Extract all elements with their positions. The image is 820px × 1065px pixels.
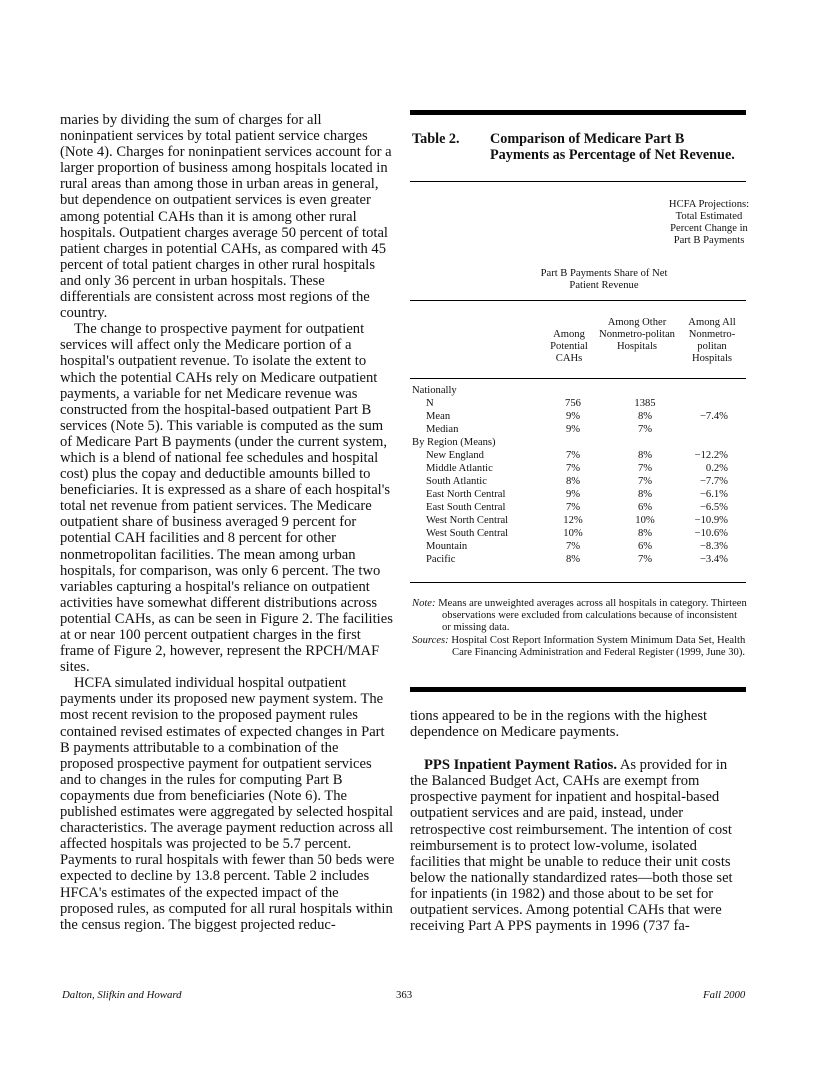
right-column xyxy=(410,708,746,934)
table-row xyxy=(410,489,746,501)
table-label: Table 2. xyxy=(412,131,460,147)
row-label: N xyxy=(426,398,434,409)
cell-potential-cahs: 9% xyxy=(565,489,581,500)
table-notes xyxy=(412,598,748,659)
col-all-nonmetro: Among All Nonmetro-politan Hospitals xyxy=(688,317,736,365)
cell-other-nonmetro: 8% xyxy=(637,489,653,500)
cell-hcfa-projection: −3.4% xyxy=(699,554,728,565)
header-bottom-rule xyxy=(410,378,746,379)
table-row xyxy=(410,554,746,566)
share-header: Part B Payments Share of Net Patient Revenue xyxy=(540,268,668,292)
table-row xyxy=(410,541,746,553)
cell-other-nonmetro: 7% xyxy=(637,424,653,435)
table-row xyxy=(410,411,746,423)
sources-text: Hospital Cost Report Information System Minimum Data Set, Health Care Financing Administration and Federal Register (1999, June 30). xyxy=(451,634,746,658)
table-bottom-rule xyxy=(410,687,746,692)
cell-other-nonmetro: 6% xyxy=(637,541,653,552)
table-top-rule xyxy=(410,110,746,115)
table-2 xyxy=(410,110,746,163)
cell-other-nonmetro: 10% xyxy=(635,515,655,526)
body-paragraph: tions appeared to be in the regions with the highest dependence on Medicare payments. xyxy=(410,708,708,741)
header-top-rule xyxy=(410,181,746,182)
note-label: Note: xyxy=(412,598,436,609)
cell-hcfa-projection: −10.6% xyxy=(694,528,728,539)
cell-hcfa-projection: −6.5% xyxy=(699,502,728,513)
row-label: East North Central xyxy=(426,489,506,500)
cell-other-nonmetro: 8% xyxy=(637,528,653,539)
row-label: Mean xyxy=(426,411,451,422)
left-column xyxy=(60,112,395,933)
table-note xyxy=(412,598,748,635)
cell-hcfa-projection: −10.9% xyxy=(694,515,728,526)
note-text: Means are unweighted averages across all hospitals in category. Thirteen observations were excluded from calculations because of inconsistent or missing data. xyxy=(438,598,747,634)
col-other-nonmetro: Among Other Nonmetro-politan Hospitals xyxy=(599,317,675,353)
footer-issue: Fall 2000 xyxy=(703,989,746,1001)
row-label: New England xyxy=(426,450,484,461)
body-paragraph xyxy=(410,757,746,934)
table-row xyxy=(410,437,746,449)
cell-potential-cahs: 9% xyxy=(565,411,581,422)
table-row xyxy=(410,463,746,475)
cell-other-nonmetro: 8% xyxy=(637,411,653,422)
table-row xyxy=(410,450,746,462)
page-number: 363 xyxy=(396,989,413,1001)
cell-other-nonmetro: 1385 xyxy=(634,398,656,409)
row-label: East South Central xyxy=(426,502,506,513)
table-row xyxy=(410,515,746,527)
header-mid-rule xyxy=(410,300,746,301)
cell-other-nonmetro: 8% xyxy=(637,450,653,461)
cell-potential-cahs: 10% xyxy=(563,528,583,539)
row-label: West North Central xyxy=(426,515,509,526)
table-row xyxy=(410,398,746,410)
cell-hcfa-projection: −7.4% xyxy=(699,411,728,422)
row-label: Pacific xyxy=(426,554,456,565)
table-row xyxy=(410,424,746,436)
body-paragraph: maries by dividing the sum of charges for all noninpatient services by total patient service charges (Note 4). Charges for noninpatient services account for a larger proportion of business among hospitals located in rural areas than among those in urban areas in general, but dependence on outpatient services is even greater among potential CAHs than it is among other rural hospitals. Outpatient charges average 50 percent of total patient charges in potential CAHs, as compared with 45 percent of total patient charges in other rural hospitals and only 36 percent in urban hospitals. These differentials are consistent across most regions of the country. xyxy=(60,112,392,322)
cell-hcfa-projection: −12.2% xyxy=(694,450,728,461)
table-sources xyxy=(412,635,748,659)
row-label: Mountain xyxy=(426,541,468,552)
cell-other-nonmetro: 7% xyxy=(637,554,653,565)
row-label: Nationally xyxy=(412,385,457,396)
cell-potential-cahs: 756 xyxy=(565,398,581,409)
col-potential-cahs: Among Potential CAHs xyxy=(550,329,588,365)
table-row xyxy=(410,502,746,514)
section-text: As provided for in the Balanced Budget Act, CAHs are exempt from prospective payment for inpatient and hospital-based outpatient services and are paid, instead, under retrospective cost reimbursement. The intention of cost reimbursement is to protect low-volume, isolated facilities that might be unable to reduce their unit costs below the nationally standardized rates—both those set for inpatients (in 1982) and those about to be set for outpatient services. Among potential CAHs that were receiving Part A PPS payments in 1996 (737 fa- xyxy=(410,757,733,935)
cell-potential-cahs: 7% xyxy=(565,463,581,474)
section-heading: PPS Inpatient Payment Ratios. xyxy=(424,757,617,774)
table-title xyxy=(412,131,746,163)
cell-hcfa-projection: −8.3% xyxy=(699,541,728,552)
table-row xyxy=(410,385,746,397)
footer-authors: Dalton, Slifkin and Howard xyxy=(62,989,182,1001)
cell-potential-cahs: 8% xyxy=(565,554,581,565)
cell-potential-cahs: 9% xyxy=(565,424,581,435)
cell-potential-cahs: 12% xyxy=(563,515,583,526)
row-label: West South Central xyxy=(426,528,509,539)
cell-potential-cahs: 7% xyxy=(565,450,581,461)
cell-other-nonmetro: 6% xyxy=(637,502,653,513)
body-paragraph: The change to prospective payment for outpatient services will affect only the Medicare portion of a hospital's outpatient revenue. To isolate the extent to which the potential CAHs rely on Medicare outpatient payments, a variable for net Medicare revenue was constructed from the hospital-based outpatient Part B services (Note 5). This variable is computed as the sum of Medicare Part B payments (under the current system, which is a blend of national fee schedules and hospital cost) plus the copay and deductible amounts billed to beneficiaries. It is expressed as a share of each hospital's total net revenue from patient services. The Medicare outpatient share of business averaged 9 percent for potential CAH facilities and 8 percent for other nonmetropolitan facilities. The mean among urban hospitals, for comparison, was only 6 percent. The two variables capturing a hospital's reliance on outpatient activities have somewhat different distributions across potential CAHs, as can be seen in Figure 2. The facilities at or near 100 percent outpatient charges in the first frame of Figure 2, however, represent the RPCH/MAF sites. xyxy=(60,321,393,676)
cell-hcfa-projection: −6.1% xyxy=(699,489,728,500)
table-row xyxy=(410,476,746,488)
row-label: Median xyxy=(426,424,459,435)
sources-label: Sources: xyxy=(412,634,449,646)
hcfa-projection-header: HCFA Projections: Total Estimated Percent Change in Part B Payments xyxy=(668,199,750,247)
cell-other-nonmetro: 7% xyxy=(637,476,653,487)
table-row xyxy=(410,528,746,540)
cell-potential-cahs: 7% xyxy=(565,502,581,513)
row-label: Middle Atlantic xyxy=(426,463,493,474)
row-label: By Region (Means) xyxy=(412,437,496,448)
table-body-bottom-rule xyxy=(410,582,746,583)
cell-hcfa-projection: −7.7% xyxy=(699,476,728,487)
cell-potential-cahs: 7% xyxy=(565,541,581,552)
cell-hcfa-projection: 0.2% xyxy=(705,463,728,474)
cell-potential-cahs: 8% xyxy=(565,476,581,487)
row-label: South Atlantic xyxy=(426,476,487,487)
body-paragraph: HCFA simulated individual hospital outpatient payments under its proposed new payment system. The most recent revision to the proposed payment rules contained revised estimates of expected changes in Part B payments attributable to a combination of the proposed prospective payment for outpatient services and to changes in the rules for computing Part B copayments due from beneficiaries (Note 6). The published estimates were aggregated by selected hospital characteristics. The average payment reduction across all affected hospitals was projected to be 5.7 percent. Payments to rural hospitals with fewer than 50 beds were expected to decline by 13.8 percent. Table 2 includes HFCA's estimates of the expected impact of the proposed rules, as computed for all rural hospitals within the census region. The biggest projected reduc- xyxy=(60,675,395,933)
cell-other-nonmetro: 7% xyxy=(637,463,653,474)
table-title-text: Comparison of Medicare Part B Payments as Percentage of Net Revenue. xyxy=(490,131,735,163)
